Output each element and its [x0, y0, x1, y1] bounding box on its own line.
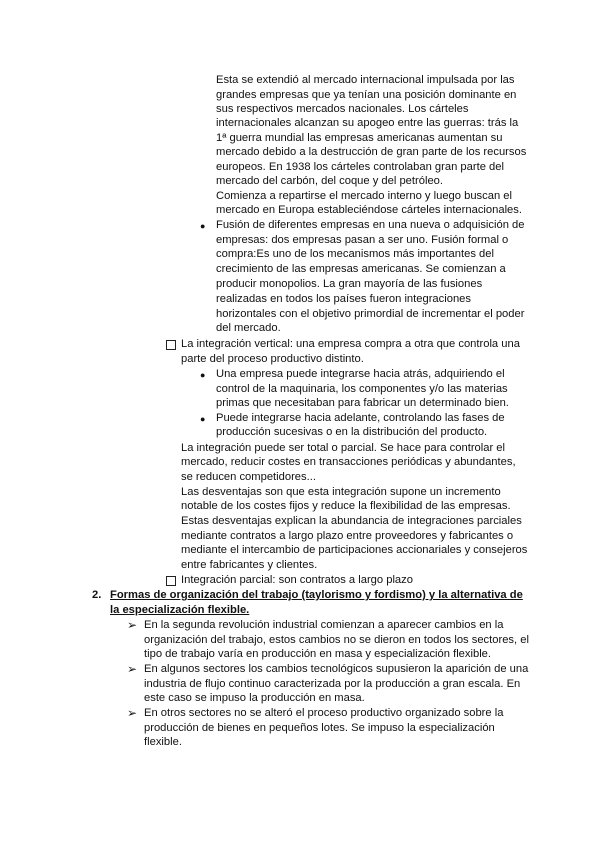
text-line: horizontales con el objetivo primordial de incrementar el poder	[216, 308, 525, 320]
text-line: Puede integrarse hacia adelante, controlando las fases de	[216, 412, 505, 424]
text-line: Las desventajas son que esta integración supone un incremento	[181, 486, 501, 498]
bullet-icon: ●	[200, 414, 206, 424]
section-number: 2.	[92, 589, 102, 601]
text-line: mercado debido a la destrucción de gran parte de los recursos	[216, 146, 527, 158]
text-line: producir monopolios. La gran mayoría de las fusiones	[216, 278, 483, 290]
heading-line: la especialización flexible.	[110, 604, 250, 616]
text-line: europeos. En 1938 los cárteles controlaban gran parte del	[216, 161, 504, 173]
text-line: entre fabricantes y clientes.	[181, 559, 318, 571]
text-line: La integración vertical: una empresa compra a otra que controla una	[181, 338, 520, 350]
text-line: empresas: dos empresas pasan a ser uno. Fusión formal o	[216, 234, 509, 246]
checkbox-icon	[166, 340, 176, 350]
text-line: Comienza a repartirse el mercado interno y luego buscan el	[216, 190, 513, 202]
text-line: se reducen competidores...	[181, 471, 316, 483]
text-line: mercado en Europa estableciéndose cárteles internacionales.	[216, 204, 522, 216]
text-line: sus respectivos mercados nacionales. Los cárteles	[216, 103, 469, 115]
text-line: 1ª guerra mundial las empresas americanas aumentan su	[216, 132, 503, 144]
text-line: control de la maquinaria, los componentes y/o las materias	[216, 383, 508, 395]
text-line: Estas desventajas explican la abundancia de integraciones parciales	[181, 515, 522, 527]
text-line: Una empresa puede integrarse hacia atrás, adquiriendo el	[216, 368, 505, 380]
text-line: tipo de trabajo varía en producción en masa y especialización flexible.	[144, 648, 492, 660]
text-line: del mercado.	[216, 322, 281, 334]
text-line: internacionales alcanzan su apogeo entre las guerras: trás la	[216, 117, 519, 129]
text-line: mercado del carbón, del coque y del petróleo.	[216, 175, 444, 187]
bullet-icon: ●	[200, 370, 206, 380]
text-line: mediante contratos a largo plazo entre proveedores y fabricantes o	[181, 530, 514, 542]
text-line: En la segunda revolución industrial comienzan a aparecer cambios en la	[144, 619, 504, 631]
text-line: En otros sectores no se alteró el proceso productivo organizado sobre la	[144, 707, 504, 719]
text-line: mercado, reducir costes en transacciones periódicas y abundantes,	[181, 456, 516, 468]
heading-line: Formas de organización del trabajo (taylorismo y fordismo) y la alternativa de	[110, 589, 523, 601]
text-line: Esta se extendió al mercado internacional impulsada por las	[216, 74, 515, 86]
text-line: La integración puede ser total o parcial. Se hace para controlar el	[181, 442, 506, 454]
text-line: realizadas en todos los países fueron integraciones	[216, 293, 471, 305]
text-line: mediante el intercambio de participaciones accionariales y consejeros	[181, 544, 528, 556]
arrow-bullet-icon: ➢	[127, 706, 138, 720]
bullet-icon: ●	[200, 221, 206, 231]
text-line: notable de los costes fijos y reduce la flexibilidad de las empresas.	[181, 500, 511, 512]
arrow-bullet-icon: ➢	[127, 662, 138, 676]
text-line: primas que necesitaban para fabricar un determinado bien.	[216, 397, 509, 409]
text-line: grandes empresas que ya tenían una posición dominante en	[216, 89, 517, 101]
text-line: crecimiento de las empresas americanas. Se comienzan a	[216, 263, 506, 275]
text-line: Integración parcial: son contratos a largo plazo	[181, 574, 413, 586]
text-line: compra:Es uno de los mecanismos más importantes del	[216, 248, 494, 260]
text-line: este caso se impuso la producción en masa.	[144, 692, 365, 704]
text-line: producción sucesivas o en la distribución del producto.	[216, 426, 488, 438]
text-line: industria de flujo continuo caracterizada por la producción a gran escala. En	[144, 678, 521, 690]
text-line: parte del proceso productivo distinto.	[181, 353, 364, 365]
text-line: En algunos sectores los cambios tecnológicos supusieron la aparición de una	[144, 663, 529, 675]
checkbox-icon	[166, 576, 176, 586]
text-line: organización del trabajo, estos cambios no se dieron en todos los sectores, el	[144, 634, 529, 646]
text-line: producción de bienes en pequeños lotes. Se impuso la especialización	[144, 722, 495, 734]
text-line: Fusión de diferentes empresas en una nueva o adquisición de	[216, 219, 525, 231]
arrow-bullet-icon: ➢	[127, 618, 138, 632]
text-line: flexible.	[144, 736, 182, 748]
